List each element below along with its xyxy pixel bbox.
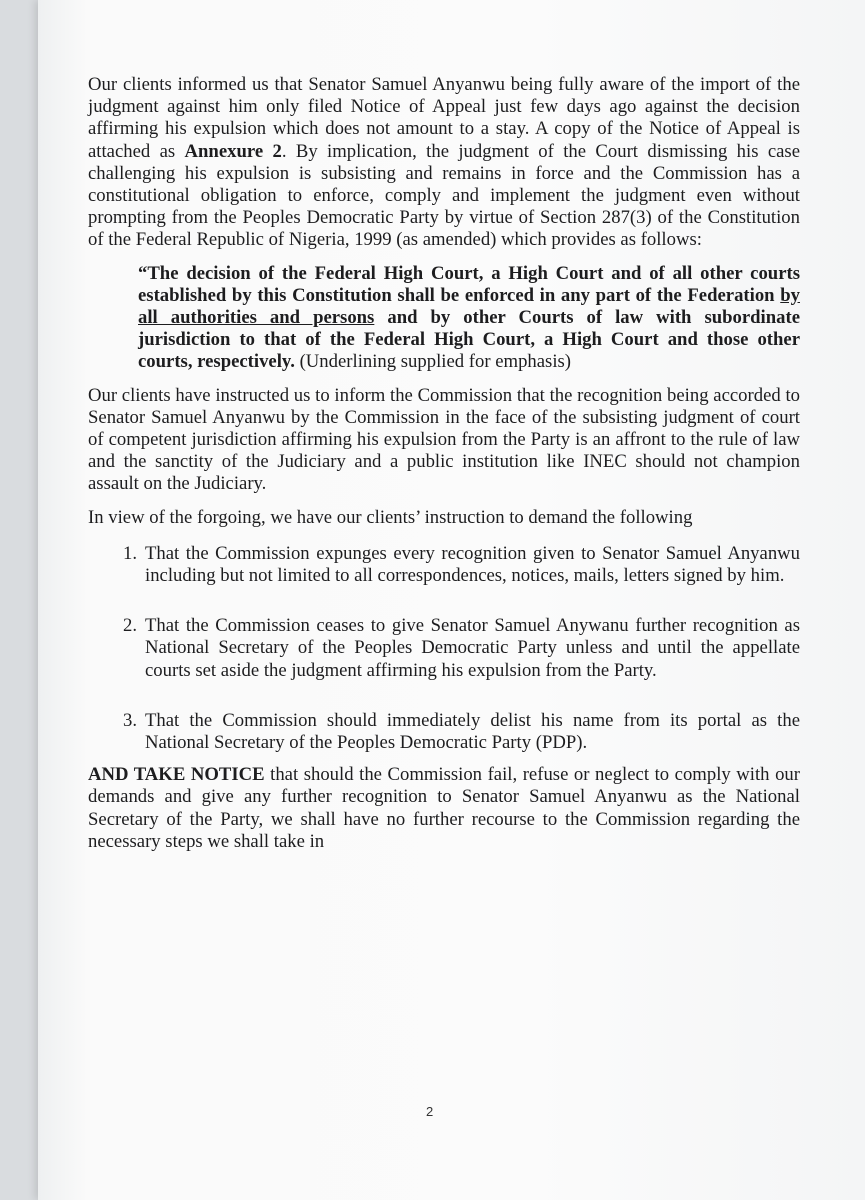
list-number: 1. bbox=[123, 542, 138, 564]
list-item-text: That the Commission expunges every recognition given to Senator Samuel Anyanwu including but not limited to all correspondences, notices, mails, letters signed by him. bbox=[145, 542, 800, 587]
page-number: 2 bbox=[426, 1104, 434, 1119]
list-item bbox=[88, 615, 800, 682]
paragraph-demand-intro: In view of the forgoing, we have our clients’ instruction to demand the following bbox=[88, 506, 693, 528]
paragraph-text: . By implication, the judgment of the Court dismissing his case challenging his expulsion is subsisting and remains in force and the Commission has a constitutional obligation to enforce, comply and implement the judgment even without prompting from the Peoples Democratic Party by virtue of Section 287(3) of the Constitution of the Federal Republic of Nigeria, 1999 (as amended) which provides as follows: bbox=[88, 140, 800, 251]
list-number: 2. bbox=[123, 615, 138, 637]
quote-underlined-text: by all authorities and persons bbox=[138, 284, 800, 329]
quote-emphasis-note: (Underlining supplied for emphasis) bbox=[294, 351, 572, 373]
annexure-reference: Annexure 2 bbox=[184, 140, 282, 162]
paragraph-take-notice bbox=[88, 764, 800, 853]
paragraph-notice-of-appeal bbox=[88, 74, 800, 252]
quote-text: and by other Courts of law with subordinate jurisdiction to that of the Federal High Court, a High Court and those other courts, respectively. bbox=[138, 307, 800, 373]
list-number: 3. bbox=[123, 709, 138, 731]
paragraph-recognition: Our clients have instructed us to inform the Commission that the recognition being accorded to Senator Samuel Anyanwu by the Commission in the face of the subsisting judgment of court of competent jurisdiction affirming his expulsion from the Party is an affront to the rule of law and the sanctity of the Judiciary and a public institution like INEC should not champion assault on the Judiciary. bbox=[88, 384, 800, 495]
paragraph-text: that should the Commission fail, refuse or neglect to comply with our demands and give any further recognition to Senator Samuel Anyanwu as the National Secretary of the Party, we shall have no further recourse to the Commission regarding the necessary steps we shall take in bbox=[88, 764, 800, 852]
list-item-text: That the Commission ceases to give Senator Samuel Anywanu further recognition as National Secretary of the Peoples Democratic Party unless and until the appellate courts set aside the judgment affirming his expulsion from the Party. bbox=[145, 615, 800, 681]
paragraph-text: Our clients informed us that Senator Samuel Anyanwu being fully aware of the import of the judgment against him only filed Notice of Appeal just few days ago against the decision affirming his expulsion which does not amount to a stay. A copy of the Notice of Appeal is attached as bbox=[88, 74, 800, 162]
constitution-quote bbox=[138, 263, 800, 374]
take-notice-heading: AND TAKE NOTICE bbox=[88, 764, 265, 786]
demands-list bbox=[88, 543, 800, 754]
quote-text: “The decision of the Federal High Court, a High Court and of all other courts established by this Constitution shall be enforced in any part of the Federation bbox=[138, 262, 800, 306]
list-item-text: That the Commission should immediately delist his name from its portal as the National Secretary of the Peoples Democratic Party (PDP). bbox=[145, 709, 800, 754]
list-item bbox=[88, 543, 800, 587]
document-page bbox=[38, 0, 865, 1200]
list-item bbox=[88, 710, 800, 754]
letter-body bbox=[88, 74, 800, 864]
